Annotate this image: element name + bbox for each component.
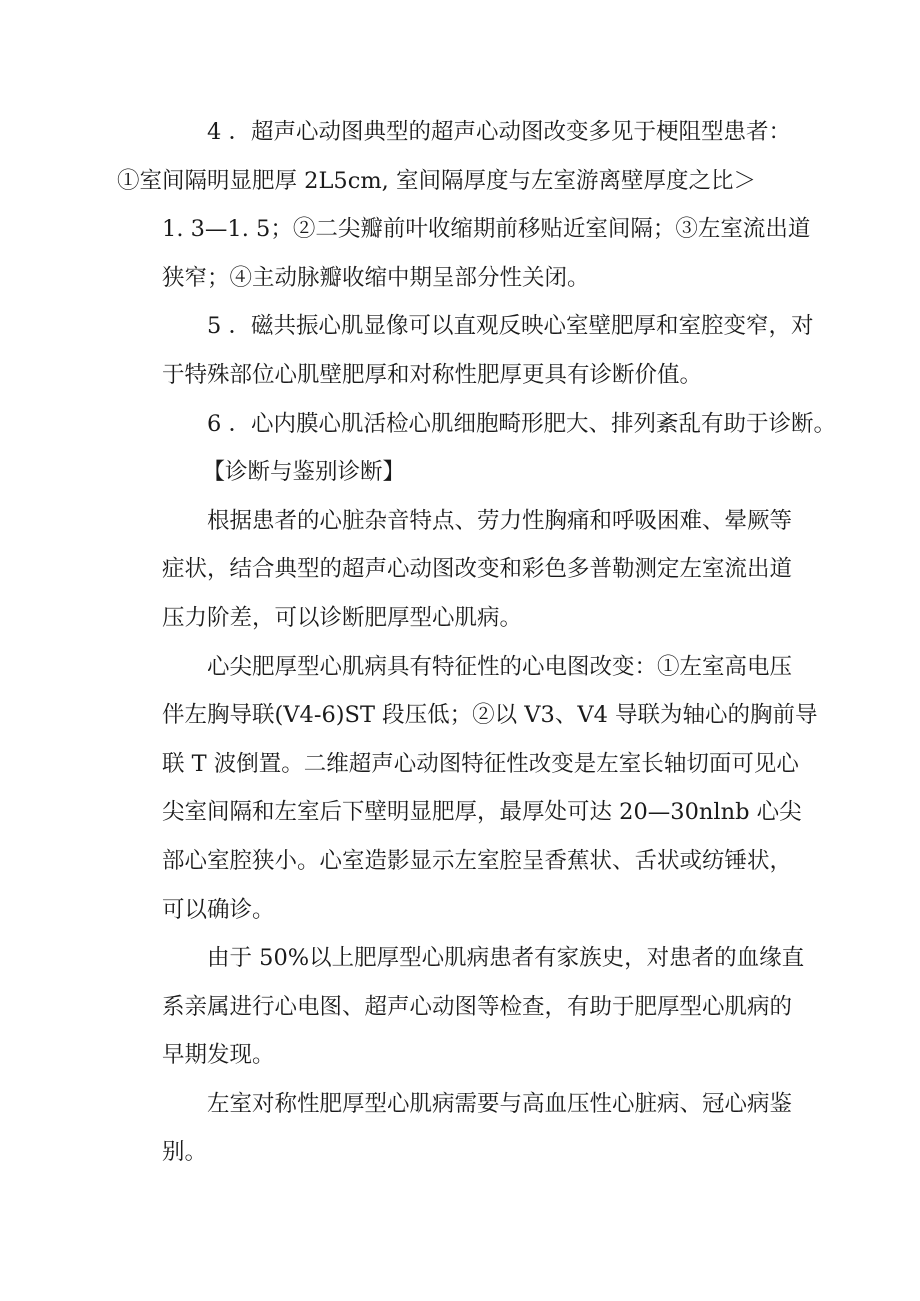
section-heading-text: 【诊断与鉴别诊断】 <box>202 459 406 486</box>
text-line: 4 ．超声心动图典型的超声心动图改变多见于梗阻型患者： <box>207 119 791 145</box>
text-line: 联 T 波倒置。二维超声心动图特征性改变是左室长轴切面可见心 <box>162 750 799 777</box>
text-line: 6 ．心内膜心肌活检心肌细胞畸形肥大、排列紊乱有助于诊断。 <box>207 410 836 437</box>
section-heading <box>162 448 812 497</box>
text-line: 尖室间隔和左室后下壁明显肥厚，最厚处可达 20—30nlnb 心尖 <box>162 799 802 826</box>
text-line: 伴左胸导联(V4-6)ST 段压低；②以 V3、V4 导联为轴心的胸前导 <box>162 702 818 729</box>
text-line: 于特殊部位心肌壁肥厚和对称性肥厚更具有诊断价值。 <box>162 361 703 388</box>
text-line: 5 ．磁共振心肌显像可以直观反映心室壁肥厚和室腔变窄，对 <box>207 313 814 340</box>
text-line: 心尖肥厚型心肌病具有特征性的心电图改变：①左室高电压 <box>207 653 793 680</box>
text-line: 由于 50%以上肥厚型心肌病患者有家族史，对患者的血缘直 <box>207 945 805 972</box>
paragraph-apical-hcm <box>162 643 818 935</box>
text-line: 早期发现。 <box>162 1042 275 1069</box>
text-line: 狭窄；④主动脉瓣收缩中期呈部分性关闭。 <box>162 264 590 291</box>
text-line: 左室对称性肥厚型心肌病需要与高血压性心脏病、冠心病鉴 <box>207 1090 793 1117</box>
text-line: ①室间隔明显肥厚 2L5cm, 室间隔厚度与左室游离壁厚度之比＞ <box>117 167 756 194</box>
text-line: 根据患者的心脏杂音特点、劳力性胸痛和呼吸困难、晕厥等 <box>207 507 793 534</box>
text-line: 部心室腔狭小。心室造影显示左室腔呈香蕉状、舌状或纺锤状， <box>162 847 793 874</box>
paragraph-echocardiography <box>117 108 812 302</box>
paragraph-biopsy <box>162 400 836 449</box>
text-line: 1. 3—1. 5；②二尖瓣前叶收缩期前移贴近室间隔；③左室流出道 <box>162 216 811 243</box>
paragraph-diagnosis <box>162 497 812 643</box>
paragraph-family-history <box>162 934 812 1080</box>
text-line: 压力阶差，可以诊断肥厚型心肌病。 <box>162 604 523 631</box>
text-line: 系亲属进行心电图、超声心动图等检查，有助于肥厚型心肌病的 <box>162 993 793 1020</box>
paragraph-differential <box>162 1080 812 1177</box>
text-line: 可以确诊。 <box>162 896 275 923</box>
document-body <box>117 108 836 1177</box>
text-line: 别。 <box>162 1139 208 1166</box>
text-line: 症状，结合典型的超声心动图改变和彩色多普勒测定左室流出道 <box>162 556 793 583</box>
paragraph-mri <box>162 302 812 399</box>
